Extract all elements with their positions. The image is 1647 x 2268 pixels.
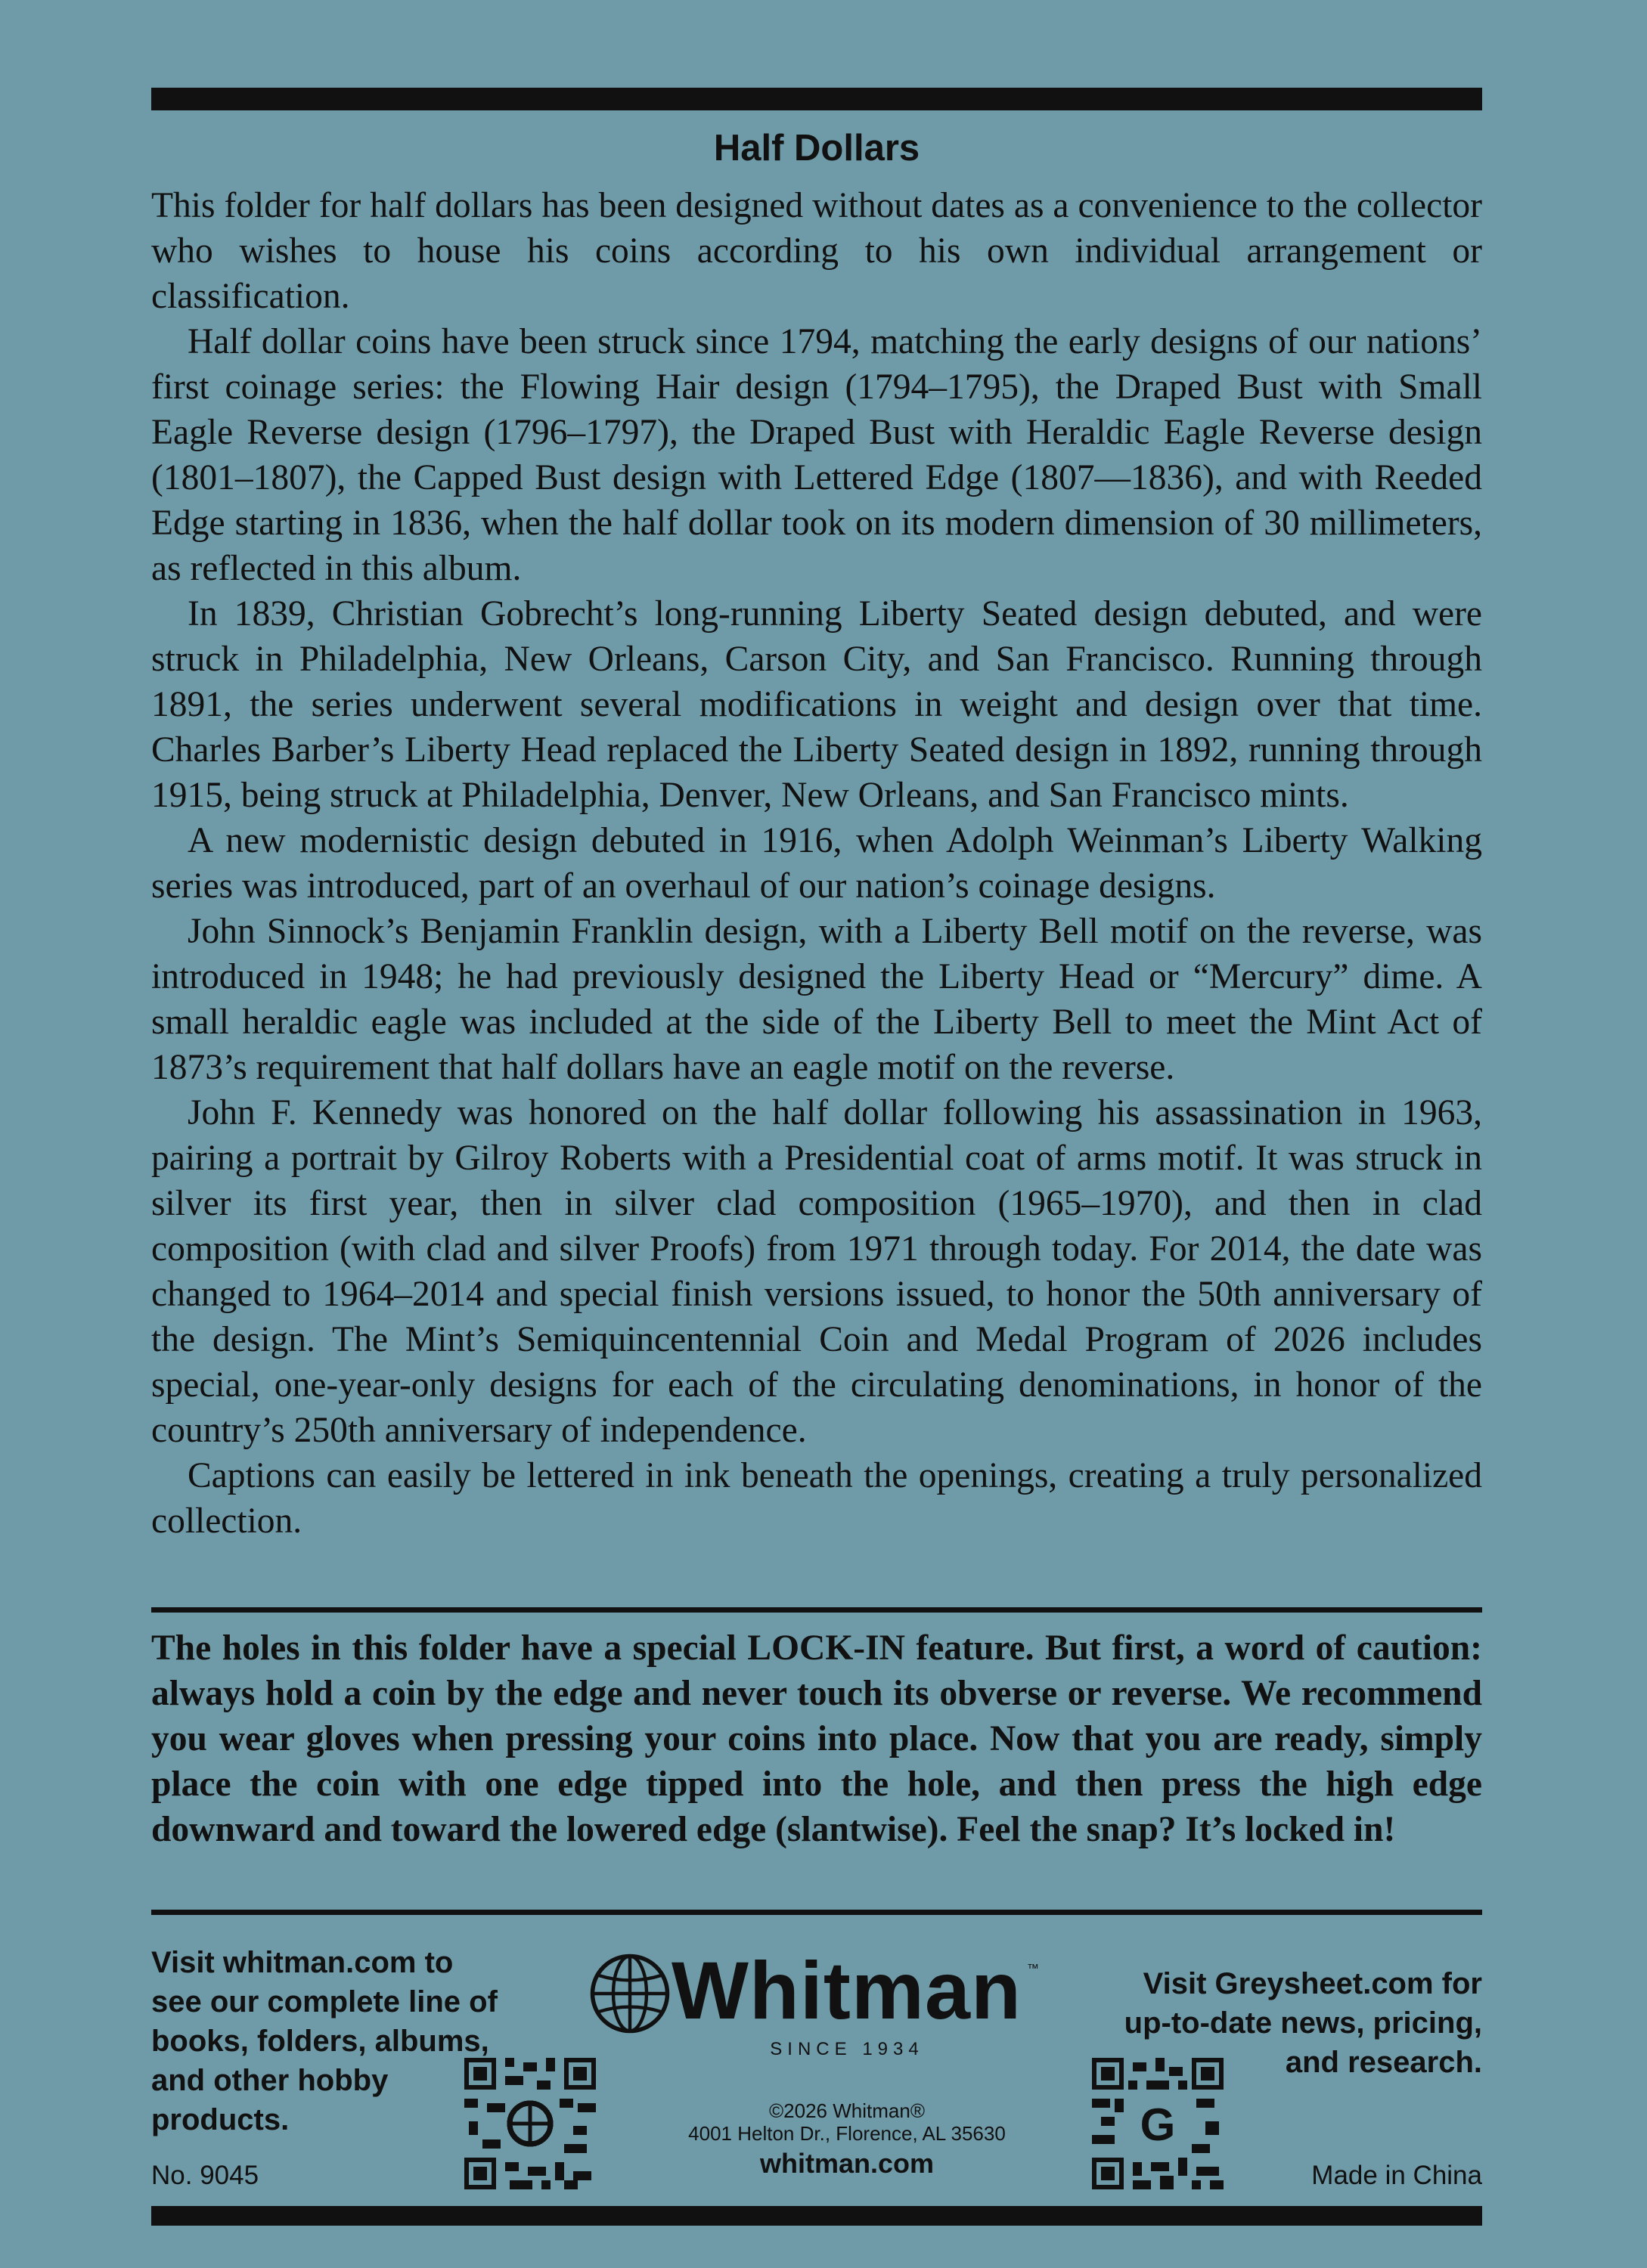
paragraph-kennedy: John F. Kennedy was honored on the half dollar following his assassination in 1963, pairing a portrait by Gilroy Roberts with a Presidential coat of arms motif. It was struck in silver its first year, then in silver clad composition (1965–1970), and then in clad composition (with clad and silver Proofs) from 1971 through today. For 2014, the date was changed to 1964–2014 and special finish versions issued, to honor the 50th anniversary of the design. The Mint’s Semiquincentennial Coin and Medal Program of 2026 includes special, one-year-only designs for each of the circulating denominations, in honor of the country’s 250th anniversary of independence.	[151, 1093, 1482, 1450]
lock-in-caution: The holes in this folder have a special LOCK-IN feature. But first, a word of caution: always hold a coin by the edge and never touch its obverse or reverse. We recommend you wear gloves when pressing your coins into place. Now that you are ready, simply place the coin with one edge tipped into the hole, and then press the high edge downward and toward the lowered edge (slantwise). Feel the snap? It’s locked in!	[151, 1628, 1482, 1849]
visit-greysheet-text: Visit Greysheet.com for up-to-date news, pricing, and research.	[1124, 1967, 1482, 2079]
website-link[interactable]: whitman.com	[759, 2148, 935, 2179]
trademark-mark: ™	[1027, 1963, 1039, 1975]
logo-since-text: SINCE 1934	[770, 2039, 924, 2059]
paragraph-intro: This folder for half dollars has been designed without dates as a convenience to the collector who wishes to house his coins according to his own individual arrangement or classification.	[151, 186, 1482, 316]
globe-icon	[588, 1952, 672, 2035]
paragraph-liberty-walking: A new modernistic design debuted in 1916, when Adolph Weinman’s Liberty Walking series was introduced, part of an overhaul of our nation’s coinage designs.	[151, 821, 1482, 906]
paragraph-franklin: John Sinnock’s Benjamin Franklin design, with a Liberty Bell motif on the reverse, was introduced in 1948; he had previously designed the Liberty Head or “Mercury” dime. A small heraldic eagle was included at the side of the Liberty Bell to meet the Mint Act of 1873’s requirement that half dollars have an eagle motif on the reverse.	[151, 912, 1482, 1087]
made-in-label: Made in China	[1311, 2161, 1482, 2190]
top-rule	[151, 88, 1482, 110]
body-text	[151, 183, 1482, 1544]
whitman-logo-wordmark: Whitman	[672, 1944, 1022, 2036]
copyright-text: ©2026 Whitman®	[769, 2099, 925, 2122]
qr-center-letter: G	[1140, 2099, 1176, 2151]
bottom-rule	[151, 2206, 1482, 2226]
qr-code-whitman[interactable]	[464, 2058, 596, 2189]
visit-whitman-text: Visit whitman.com to see our complete line of books, folders, albums, and other hobby products.	[151, 1946, 498, 2136]
address-text: 4001 Helton Dr., Florence, AL 35630	[688, 2122, 1006, 2145]
paragraph-liberty-seated: In 1839, Christian Gobrecht’s long-running Liberty Seated design debuted, and were struck in Philadelphia, New Orleans, Carson City, and San Francisco. Running through 1891, the series underwent several modifications in weight and design over that time. Charles Barber’s Liberty Head replaced the Liberty Seated design in 1892, running through 1915, being struck at Philadelphia, Denver, New Orleans, and San Francisco mints.	[151, 594, 1482, 815]
paragraph-captions: Captions can easily be lettered in ink beneath the openings, creating a truly personalized collection.	[151, 1456, 1482, 1541]
section-divider-upper	[151, 1607, 1482, 1613]
catalog-number: No. 9045	[151, 2161, 259, 2190]
paragraph-early-designs: Half dollar coins have been struck since 1794, matching the early designs of our nations’ first coinage series: the Flowing Hair design (1794–1795), the Draped Bust with Small Eagle Reverse design (1796–1797), the Draped Bust with Heraldic Eagle Reverse design (1801–1807), the Capped Bust design with Lettered Edge (1807—1836), and with Reeded Edge starting in 1836, when the half dollar took on its modern dimension of 30 millimeters, as reflected in this album.	[151, 322, 1482, 588]
page-title: Half Dollars	[713, 128, 920, 169]
section-divider-lower	[151, 1910, 1482, 1915]
